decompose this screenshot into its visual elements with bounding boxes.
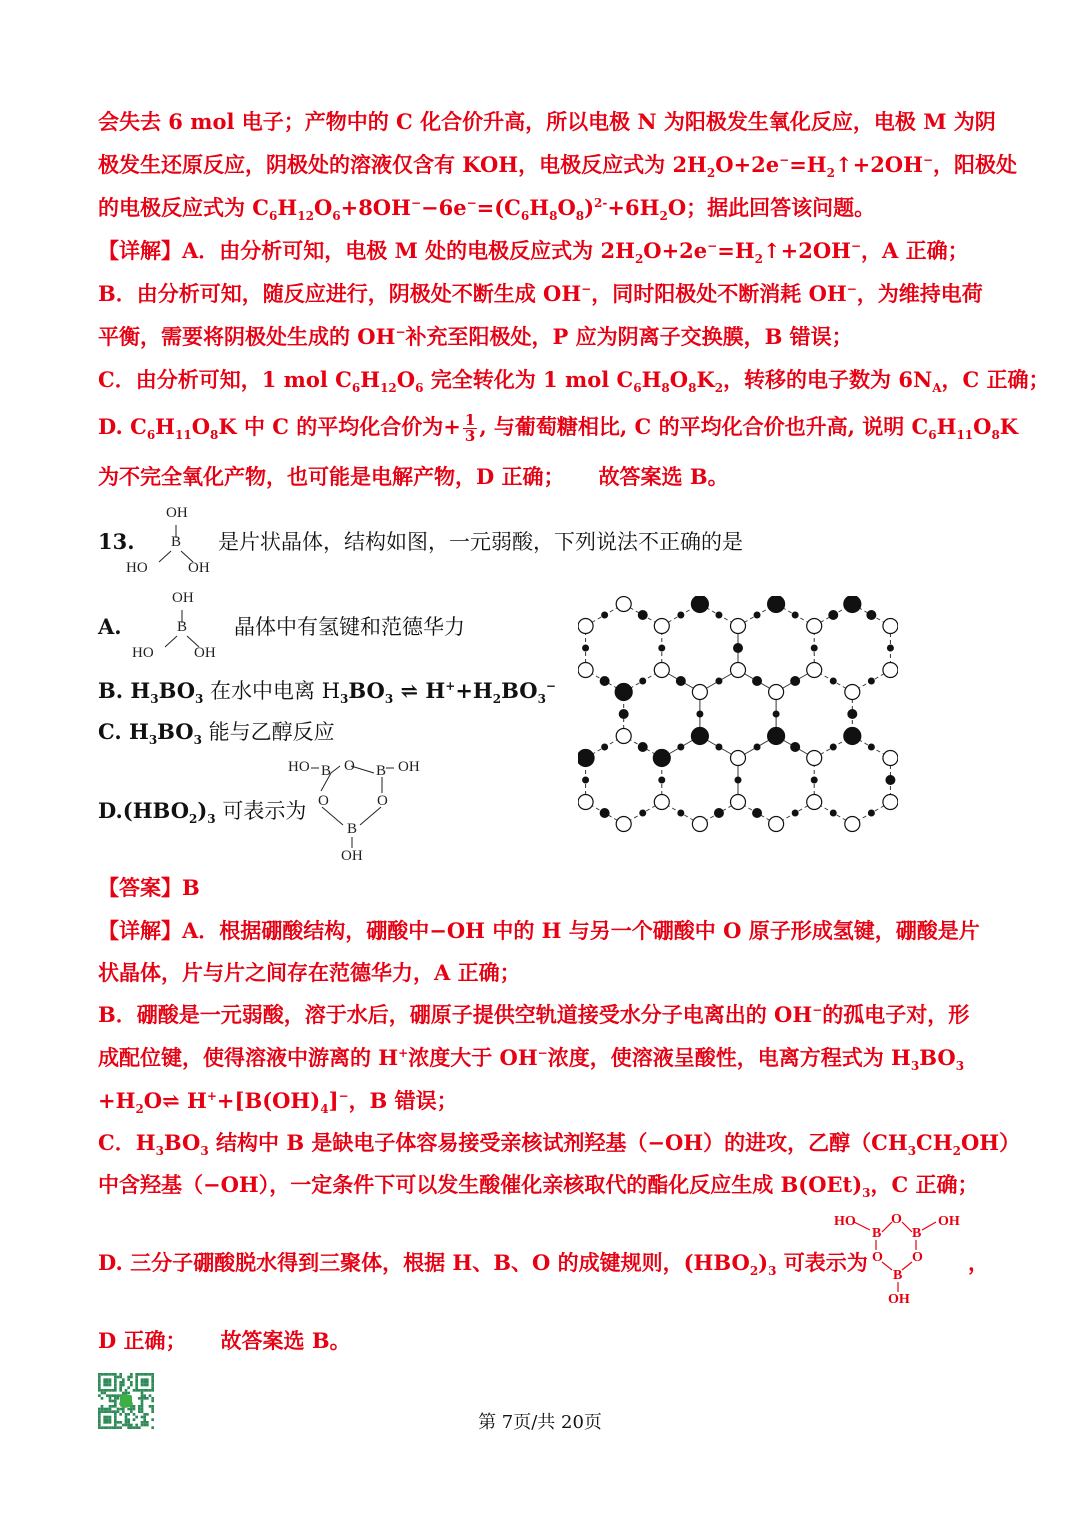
qr-module xyxy=(114,1384,117,1387)
qr-module xyxy=(135,1381,138,1384)
lattice-hydrogen-atom xyxy=(868,744,875,751)
lattice-hydrogen-atom xyxy=(887,645,894,652)
lattice-hydrogen-atom xyxy=(885,775,895,785)
lattice-hydrogen-atom xyxy=(600,676,610,686)
qr-module xyxy=(109,1397,112,1400)
boroxine-structure-option-d: HO B O B OH O O B OH xyxy=(288,758,420,864)
qr-module xyxy=(143,1373,146,1376)
qr-module xyxy=(111,1400,114,1403)
qr-module xyxy=(146,1378,149,1381)
qr-module xyxy=(114,1381,117,1384)
lattice-hydrogen-atom xyxy=(658,645,665,652)
lattice-hydrogen-atom xyxy=(752,808,762,818)
qr-module xyxy=(146,1373,149,1376)
detail12-d-2: 为不完全氧化产物，也可能是电解产物，D 正确； 故答案选 B。 xyxy=(98,464,729,489)
qr-module xyxy=(151,1384,154,1387)
lattice-hydrogen-atom xyxy=(715,744,722,751)
qr-module xyxy=(146,1384,149,1387)
lattice-oxygen-atom xyxy=(731,619,746,634)
lattice-oxygen-atom xyxy=(883,795,898,810)
qr-module xyxy=(109,1384,112,1387)
lattice-hydrogen-atom xyxy=(582,777,589,784)
qr-module xyxy=(114,1397,117,1400)
qr-module xyxy=(146,1397,149,1400)
lattice-boron-atom xyxy=(691,728,708,745)
lattice-oxygen-atom xyxy=(731,751,746,766)
lattice-hydrogen-atom xyxy=(754,744,761,751)
option-a-text: 晶体中有氢键和范德华力 xyxy=(234,615,465,639)
qr-module xyxy=(122,1384,125,1387)
lattice-hydrogen-atom xyxy=(696,711,703,718)
qr-module xyxy=(143,1378,146,1381)
option-b: B. $H_3BO_3$ 在水中电离 $H_3BO_3$ ⇌ $H^++H_2BO_3^-$ xyxy=(98,678,556,707)
lattice-hydrogen-atom xyxy=(790,742,800,752)
qr-module xyxy=(98,1381,101,1384)
qr-module xyxy=(109,1389,112,1392)
lattice-hydrogen-atom xyxy=(733,643,743,653)
qr-module xyxy=(98,1389,101,1392)
qr-module xyxy=(114,1402,117,1405)
lattice-boron-atom xyxy=(844,728,861,745)
boric-acid-structure-option-a: OH B HO OH xyxy=(132,590,216,661)
qr-module xyxy=(130,1376,133,1379)
qr-module xyxy=(122,1392,125,1395)
detail13-a-1: 【详解】A．根据硼酸结构，硼酸中−OH 中的 H 与另一个硼酸中 O 原子形成氢键，硼酸是片 xyxy=(98,918,980,943)
qr-module xyxy=(119,1384,122,1387)
qr-module xyxy=(111,1389,114,1392)
detail13-d-2: D 正确； 故答案选 B。 xyxy=(98,1328,351,1353)
detail12-b-2: 平衡，需要将阴极处生成的 OH−补充至阳极处，P 应为阴离子交换膜，B 错误； xyxy=(98,324,853,349)
fraction-one-third: $\frac{1}{3}$ xyxy=(464,411,476,445)
qr-module xyxy=(151,1397,154,1400)
lattice-oxygen-atom xyxy=(731,663,746,678)
lattice-hydrogen-atom xyxy=(866,610,876,620)
qr-module xyxy=(143,1384,146,1387)
qr-module xyxy=(119,1376,122,1379)
qr-module xyxy=(141,1402,144,1405)
qr-module xyxy=(106,1389,109,1392)
qr-module xyxy=(141,1392,144,1395)
lattice-hydrogen-atom xyxy=(677,744,684,751)
analysis-line-2: 极发生还原反应，阴极处的溶液仅含有 KOH，电极反应式为 $2H_2O+2e^-=H_2↑+2OH^-$，阳极处 xyxy=(98,152,1017,181)
qr-module xyxy=(101,1389,104,1392)
qr-module xyxy=(119,1381,122,1384)
lattice-hydrogen-atom xyxy=(811,777,818,784)
lattice-boron-atom xyxy=(615,684,632,701)
lattice-hydrogen-atom xyxy=(677,612,684,619)
qr-module xyxy=(151,1373,154,1376)
qr-module xyxy=(141,1394,144,1397)
qr-center-logo xyxy=(120,1395,132,1407)
qr-module xyxy=(122,1378,125,1381)
qr-module xyxy=(106,1378,109,1381)
qr-module xyxy=(101,1373,104,1376)
qr-module xyxy=(103,1373,106,1376)
qr-module xyxy=(149,1394,152,1397)
qr-module xyxy=(109,1373,112,1376)
qr-module xyxy=(103,1381,106,1384)
qr-module xyxy=(146,1389,149,1392)
lattice-oxygen-atom xyxy=(578,619,593,634)
lattice-oxygen-atom xyxy=(654,663,669,678)
option-d: $D.(HBO_2)_3$ 可表示为 xyxy=(98,798,307,827)
lattice-oxygen-atom xyxy=(807,619,822,634)
lattice-oxygen-atom xyxy=(769,685,784,700)
qr-module xyxy=(151,1378,154,1381)
qr-module xyxy=(149,1373,152,1376)
qr-module xyxy=(143,1381,146,1384)
boric-acid-structure-q13: OH B HO OH xyxy=(126,505,210,576)
lattice-hydrogen-atom xyxy=(715,612,722,619)
qr-module xyxy=(106,1373,109,1376)
qr-module xyxy=(135,1389,138,1392)
lattice-hydrogen-atom xyxy=(639,678,646,685)
lattice-hydrogen-atom xyxy=(714,808,724,818)
qr-module xyxy=(130,1384,133,1387)
lattice-oxygen-atom xyxy=(654,795,669,810)
qr-module xyxy=(122,1381,125,1384)
lattice-oxygen-atom xyxy=(807,751,822,766)
lattice-oxygen-atom xyxy=(731,795,746,810)
qr-module xyxy=(141,1384,144,1387)
lattice-oxygen-atom xyxy=(883,619,898,634)
lattice-oxygen-atom xyxy=(616,817,631,832)
qr-module xyxy=(106,1394,109,1397)
lattice-boron-atom xyxy=(768,728,785,745)
qr-module xyxy=(130,1373,133,1376)
lattice-hydrogen-atom xyxy=(847,709,857,719)
qr-module xyxy=(141,1381,144,1384)
qr-module xyxy=(101,1397,104,1400)
qr-module xyxy=(106,1384,109,1387)
detail13-d-comma: ， xyxy=(968,1250,989,1275)
qr-module xyxy=(101,1392,104,1395)
qr-module xyxy=(109,1394,112,1397)
qr-module xyxy=(143,1389,146,1392)
qr-module xyxy=(111,1394,114,1397)
detail13-c-1: C．$H_3BO_3$ 结构中 B 是缺电子体容易接受亲核试剂羟基（−OH）的进攻，乙醇$(CH_3CH_2OH)$ xyxy=(98,1130,1021,1159)
qr-module xyxy=(151,1400,154,1403)
lattice-hydrogen-atom xyxy=(638,742,648,752)
lattice-hydrogen-atom xyxy=(868,810,875,817)
lattice-hydrogen-atom xyxy=(601,744,608,751)
qr-module xyxy=(130,1381,133,1384)
qr-module xyxy=(117,1397,120,1400)
lattice-hydrogen-atom xyxy=(792,810,799,817)
lattice-hydrogen-atom xyxy=(639,810,646,817)
qr-module xyxy=(127,1386,130,1389)
qr-module xyxy=(114,1400,117,1403)
lattice-oxygen-atom xyxy=(616,597,631,612)
page-footer: 第 7页/共 20页 xyxy=(478,1412,602,1433)
option-c: C. $H_3BO_3$ 能与乙醇反应 xyxy=(98,719,335,748)
qr-module xyxy=(98,1394,101,1397)
detail12-b-1: B．由分析可知，随反应进行，阴极处不断生成 OH−，同时阳极处不断消耗 OH−，为维持电荷 xyxy=(98,281,983,306)
qr-module xyxy=(146,1381,149,1384)
lattice-hydrogen-atom xyxy=(619,709,629,719)
lattice-oxygen-atom xyxy=(769,817,784,832)
qr-module xyxy=(106,1381,109,1384)
detail13-b-1: B．硼酸是一元弱酸，溶于水后，硼原子提供空轨道接受水分子电离出的 OH−的孤电子对，形 xyxy=(98,1002,970,1027)
detail13-b-3: $+H_2O\rightleftharpoons$ $H^++[B(OH)_4]^-$，B 错误； xyxy=(98,1088,458,1117)
qr-module xyxy=(138,1397,141,1400)
lattice-oxygen-atom xyxy=(883,663,898,678)
qr-module xyxy=(127,1376,130,1379)
qr-module xyxy=(151,1386,154,1389)
qr-module xyxy=(127,1392,130,1395)
qr-module xyxy=(103,1384,106,1387)
qr-module xyxy=(149,1389,152,1392)
qr-module xyxy=(138,1389,141,1392)
lattice-hydrogen-atom xyxy=(773,711,780,718)
qr-module xyxy=(141,1378,144,1381)
qr-module xyxy=(98,1384,101,1387)
qr-module xyxy=(141,1389,144,1392)
lattice-oxygen-atom xyxy=(845,817,860,832)
lattice-hydrogen-atom xyxy=(830,744,837,751)
detail13-c-2: 中含羟基（−OH），一定条件下可以发生酸催化亲核取代的酯化反应生成 $B(OEt)_3$，C 正确； xyxy=(98,1172,979,1201)
lattice-hydrogen-atom xyxy=(735,777,742,784)
qr-module xyxy=(98,1373,101,1376)
qr-module xyxy=(151,1389,154,1392)
qr-module xyxy=(141,1397,144,1400)
lattice-hydrogen-atom xyxy=(754,612,761,619)
detail13-b-2: 成配位键，使得溶液中游离的 H+浓度大于 OH−浓度，使溶液呈酸性，电离方程式为 $H_3BO_3$ xyxy=(98,1045,965,1074)
lattice-hydrogen-atom xyxy=(638,610,648,620)
question-13-stem: 是片状晶体，结构如图，一元弱酸，下列说法不正确的是 xyxy=(218,530,743,554)
answer-13: 【答案】B xyxy=(98,875,200,900)
lattice-oxygen-atom xyxy=(692,817,707,832)
lattice-hydrogen-atom xyxy=(677,810,684,817)
qr-module xyxy=(125,1392,128,1395)
lattice-hydrogen-atom xyxy=(752,676,762,686)
qr-module xyxy=(138,1373,141,1376)
qr-module xyxy=(141,1373,144,1376)
qr-module xyxy=(111,1373,114,1376)
qr-module xyxy=(143,1397,146,1400)
lattice-boron-atom xyxy=(844,596,861,613)
qr-module xyxy=(119,1389,122,1392)
qr-module xyxy=(151,1376,154,1379)
lattice-oxygen-atom xyxy=(845,685,860,700)
lattice-boron-atom xyxy=(578,750,594,767)
qr-module xyxy=(114,1389,117,1392)
lattice-hydrogen-atom xyxy=(582,645,589,652)
boric-acid-crystal-lattice-diagram xyxy=(578,596,898,836)
lattice-hydrogen-atom xyxy=(600,808,610,818)
boroxine-structure-red: HO B O B OH O O B OH xyxy=(834,1212,960,1307)
qr-module xyxy=(109,1378,112,1381)
lattice-oxygen-atom xyxy=(578,795,593,810)
qr-module xyxy=(119,1386,122,1389)
qr-module xyxy=(135,1373,138,1376)
qr-module xyxy=(135,1386,138,1389)
qr-module xyxy=(117,1376,120,1379)
qr-module xyxy=(109,1400,112,1403)
qr-module xyxy=(135,1378,138,1381)
lattice-boron-atom xyxy=(768,596,785,613)
qr-module xyxy=(127,1378,130,1381)
lattice-oxygen-atom xyxy=(692,685,707,700)
lattice-hydrogen-atom xyxy=(828,610,838,620)
qr-module xyxy=(141,1400,144,1403)
qr-module xyxy=(133,1389,136,1392)
lattice-oxygen-atom xyxy=(616,729,631,744)
qr-module xyxy=(125,1389,128,1392)
lattice-boron-atom xyxy=(653,750,670,767)
detail12-c: C．由分析可知，1 mol $C_6H_{12}O_6$ 完全转化为 1 mol $C_6H_8O_8K_2$，转移的电子数为 $6N_A$，C 正确； xyxy=(98,367,1050,396)
analysis-line-1: 会失去 6 mol 电子；产物中的 C 化合价升高，所以电极 N 为阳极发生氧化反应，电极 M 为阴 xyxy=(98,109,996,134)
lattice-oxygen-atom xyxy=(654,619,669,634)
qr-module xyxy=(117,1394,120,1397)
detail12-d-1: D. $C_6H_{11}O_8K$ 中 C 的平均化合价为+ $\frac{1}{3}$ , 与葡萄糖相比, C 的平均化合价也升高, 说明 $C_6H_{11}O_8K$ xyxy=(98,411,1019,445)
question-13-number: 13. xyxy=(98,529,135,554)
lattice-hydrogen-atom xyxy=(868,678,875,685)
lattice-hydrogen-atom xyxy=(811,645,818,652)
qr-module xyxy=(109,1381,112,1384)
detail13-a-2: 状晶体，片与片之间存在范德华力，A 正确； xyxy=(98,960,521,985)
qr-module xyxy=(135,1384,138,1387)
lattice-boron-atom xyxy=(691,596,708,613)
lattice-oxygen-atom xyxy=(883,751,898,766)
lattice-hydrogen-atom xyxy=(830,678,837,685)
qr-module xyxy=(98,1386,101,1389)
qr-module xyxy=(119,1373,122,1376)
qr-module xyxy=(135,1376,138,1379)
lattice-hydrogen-atom xyxy=(715,678,722,685)
lattice-oxygen-atom xyxy=(807,663,822,678)
lattice-hydrogen-atom xyxy=(658,777,665,784)
qr-module xyxy=(98,1376,101,1379)
qr-module xyxy=(103,1389,106,1392)
qr-module xyxy=(114,1394,117,1397)
lattice-hydrogen-atom xyxy=(792,612,799,619)
option-a-label: A. xyxy=(98,614,122,639)
detail13-d-1: D. 三分子硼酸脱水得到三聚体，根据 H、B、O 的成键规则，$(HBO_2)_3$ 可表示为 xyxy=(98,1250,868,1279)
qr-module xyxy=(114,1373,117,1376)
qr-module xyxy=(114,1378,117,1381)
lattice-hydrogen-atom xyxy=(601,612,608,619)
qr-module xyxy=(114,1386,117,1389)
analysis-line-3: 的电极反应式为 $C_6H_{12}O_6+8OH^--6e^-=(C_6H_8O_8)^{2-}+6H_2O$；据此回答该问题。 xyxy=(98,195,876,224)
lattice-oxygen-atom xyxy=(807,795,822,810)
qr-module xyxy=(103,1392,106,1395)
qr-module xyxy=(143,1394,146,1397)
lattice-hydrogen-atom xyxy=(676,676,686,686)
detail12-a: 【详解】A．由分析可知，电极 M 处的电极反应式为 $2H_2O+2e^-=H_2↑+2OH^-$，A 正确； xyxy=(98,238,969,267)
qr-module xyxy=(98,1378,101,1381)
qr-module xyxy=(151,1381,154,1384)
lattice-hydrogen-atom xyxy=(790,676,800,686)
qr-module xyxy=(103,1378,106,1381)
qr-module xyxy=(114,1376,117,1379)
lattice-oxygen-atom xyxy=(578,663,593,678)
lattice-hydrogen-atom xyxy=(830,810,837,817)
